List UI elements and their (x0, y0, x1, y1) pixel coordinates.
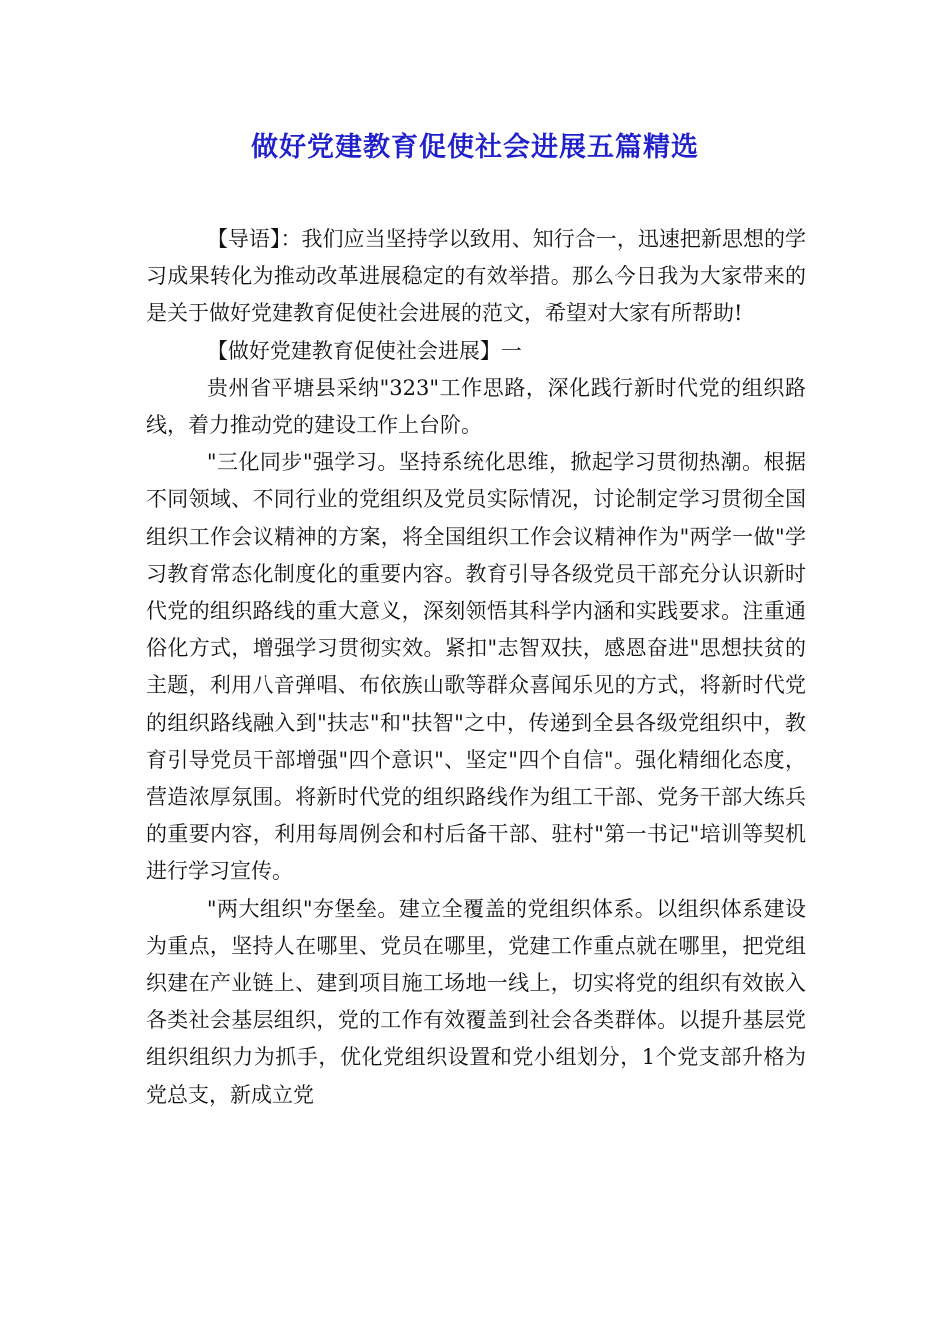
document-body (146, 221, 806, 1114)
intro-paragraph: 【导语】：我们应当坚持学以致用、知行合一，迅速把新思想的学习成果转化为推动改革进展稳定的有效举措。那么今日我为大家带来的是关于做好党建教育促使社会进展的范文，希望对大家有所帮助! (146, 227, 806, 326)
body-paragraph: "两大组织"夯堡垒。建立全覆盖的党组织体系。以组织体系建设为重点，坚持人在哪里、党员在哪里，党建工作重点就在哪里，把党组织建在产业链上、建到项目施工场地一线上，切实将党的组织有效嵌入各类社会基层组织，党的工作有效覆盖到社会各类群体。以提升基层党组织组织力为抓手，优化党组织设置和党小组划分，1个党支部升格为党总支，新成立党 (146, 896, 806, 1107)
body-paragraph: "三化同步"强学习。坚持系统化思维，掀起学习贯彻热潮。根据不同领域、不同行业的党组织及党员实际情况，讨论制定学习贯彻全国组织工作会议精神的方案，将全国组织工作会议精神作为"两学一做"学习教育常态化制度化的重要内容。教育引导各级党员干部充分认识新时代党的组织路线的重大意义，深刻领悟其科学内涵和实践要求。注重通俗化方式，增强学习贯彻实效。紧扣"志智双扶，感恩奋进"思想扶贫的主题，利用八音弹唱、布依族山歌等群众喜闻乐见的方式，将新时代党的组织路线融入到"扶志"和"扶智"之中，传递到全县各级党组织中，教育引导党员干部增强"四个意识"、坚定"四个自信"。强化精细化态度，营造浓厚氛围。将新时代党的组织路线作为组工干部、党务干部大练兵的重要内容，利用每周例会和村后备干部、驻村"第一书记"培训等契机进行学习宣传。 (146, 450, 806, 884)
body-paragraph: 贵州省平塘县采纳"323"工作思路，深化践行新时代党的组织路线，着力推动党的建设工作上台阶。 (146, 375, 806, 438)
section-heading: 【做好党建教育促使社会进展】一 (206, 338, 522, 363)
document-title: 做好党建教育促使社会进展五篇精选 (251, 132, 699, 163)
